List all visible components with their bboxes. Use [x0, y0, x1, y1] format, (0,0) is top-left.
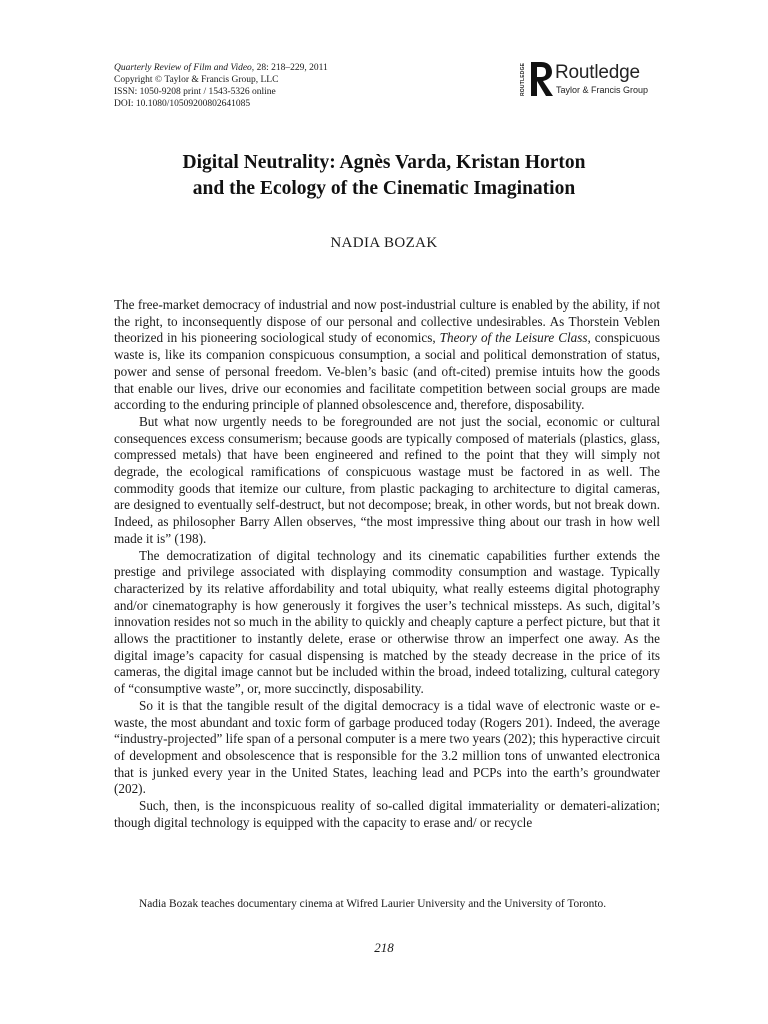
doi-line: DOI: 10.1080/10509200802641085 [114, 99, 251, 109]
author-name: NADIA BOZAK [330, 235, 438, 251]
text-run: , conspicuous waste is, like its companion conspicuous consumption, a social and political demonstration of status, power and sense of personal freedom. Ve-blen’s basic (and oft-cited) premise intuits how the goods that enable our lives, drive our economies and facilitate competition between social groups are made according to the enduring principle of planned obsolescence and, therefore, disposability. [114, 330, 660, 413]
text-run: Such, then, is the inconspicuous reality of so-called digital immateriality or demateri-alization; though digital technology is equipped with the capacity to erase and/ or recycle [114, 798, 660, 830]
body-paragraph [114, 548, 660, 698]
journal-name: Quarterly Review of Film and Video, [114, 63, 255, 73]
text-run: But what now urgently needs to be foregrounded are not just the social, economic or cultural consequences excess consumerism; because goods are typically composed of materials (plastics, glass, compressed metals) that have been engineered and refined to the point that they will simply not degrade, the ecological ramifications of conspicuous wastage must be factored in as well. The commodity goods that itemize our culture, from plastic packaging to architecture to digital cameras, are designed to eventually self-destruct, but not decompose; break, in other words, but not break down. Indeed, as philosopher Barry Allen observes, “the most impressive thing about our trash in how well made it is” (198). [114, 413, 660, 546]
publisher-group: Taylor & Francis Group [556, 85, 649, 95]
title-line: Digital Neutrality: Agnès Varda, Kristan Horton [182, 152, 586, 173]
italic-title-run: Theory of the Leisure Class [439, 330, 588, 346]
article-title [100, 150, 668, 202]
body-paragraph [114, 297, 660, 414]
article-body [114, 297, 660, 832]
publication-info [114, 62, 444, 110]
body-paragraph [114, 698, 660, 798]
logo-side-text: ROUTLEDGE [520, 62, 526, 96]
text-run: The free-market democracy of industrial and now post-industrial culture is enabled by the ability, if not the right, to inconsequently dispose of our personal and collective undesirables. As Thorstein Veblen theorized in his pioneering sociological study of economics, [114, 297, 660, 346]
body-paragraph [114, 798, 660, 831]
text-run: The democratization of digital technology and its cinematic capabilities further extends the prestige and privilege associated with displaying commodity consumption and wastage. Typically characterized by its relative affordability and total ubiquity, what really esteems digital photography and/or cinematography is how generously it forgives the user’s technical missteps. As such, digital’s innovation resides not so much in the ability to quickly and cheaply capture a perfect picture, but that it allows the practitioner to instantly delete, erase or otherwise throw an imperfect one away. As the digital image’s capacity for casual dispensing is matched by the steady decrease in the price of its cameras, the digital image cannot but be included within the broad, indeed totalizing, cultural category of “consumptive waste”, or, more succinctly, disposability. [114, 547, 660, 697]
page-number: 218 [374, 940, 394, 955]
body-paragraph [114, 414, 660, 548]
publisher-name: Routledge [555, 62, 640, 83]
text-run: So it is that the tangible result of the digital democracy is a tidal wave of electronic waste or e-waste, the most abundant and toxic form of garbage produced today (Rogers 201). Indeed, the average “industry-projected” life span of a personal computer is a mere two years (202); this hyperactive circuit of development and obsolescence that is responsible for the 3.2 million tons of unwanted electronica that is junked every year in the United States, leaching lead and PCPs into the earth’s groundwater (202). [114, 697, 660, 797]
author-footnote: Nadia Bozak teaches documentary cinema at Wifred Laurier University and the University of Toronto. [139, 898, 607, 910]
journal-volume-pages: 28: 218–229, 2011 [254, 63, 328, 73]
copyright-line: Copyright © Taylor & Francis Group, LLC [114, 75, 279, 85]
title-line: and the Ecology of the Cinematic Imagination [192, 178, 576, 199]
journal-citation [114, 62, 444, 74]
routledge-logo [518, 58, 668, 100]
routledge-r-icon [528, 60, 554, 98]
issn-line: ISSN: 1050-9208 print / 1543-5326 online [114, 87, 276, 97]
